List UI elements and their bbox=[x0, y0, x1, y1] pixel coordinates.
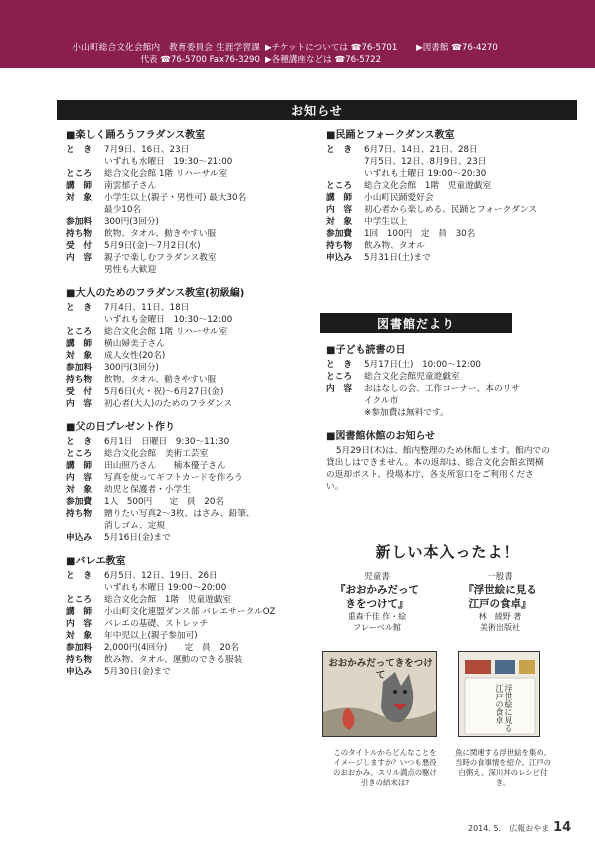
book2-info bbox=[445, 572, 555, 633]
detail-label: 受 付 bbox=[66, 241, 93, 251]
book1-info bbox=[322, 572, 432, 633]
detail-row bbox=[66, 204, 306, 216]
detail-row bbox=[326, 156, 541, 168]
detail-label: と き bbox=[326, 360, 353, 370]
detail-row bbox=[326, 383, 551, 395]
book1-author: 重森千佳 作・絵 bbox=[347, 612, 407, 621]
detail-label: 講 師 bbox=[66, 607, 93, 617]
detail-label bbox=[326, 395, 364, 407]
section-title: ■ バレエ教室 bbox=[66, 556, 306, 568]
detail-label bbox=[66, 264, 104, 276]
detail-value: おはなしの会、工作コーナー、本のリサ bbox=[364, 384, 520, 394]
detail-label: と き bbox=[66, 571, 93, 581]
detail-label: 対 象 bbox=[66, 193, 93, 203]
detail-label: 講 師 bbox=[66, 339, 93, 349]
detail-value: 300円(3回分) bbox=[104, 217, 159, 227]
page-footer bbox=[468, 820, 571, 835]
detail-label: 持ち物 bbox=[66, 655, 93, 665]
detail-row bbox=[66, 314, 306, 326]
detail-row bbox=[66, 532, 306, 544]
detail-value: 飲物、タオル、動きやすい服 bbox=[104, 375, 217, 385]
detail-row bbox=[66, 192, 306, 204]
detail-label: 対 象 bbox=[66, 485, 93, 495]
detail-value: 1人 500円 定 員 20名 bbox=[104, 497, 225, 507]
detail-value: 総合文化会館 美術工芸室 bbox=[104, 449, 209, 459]
detail-row bbox=[66, 582, 306, 594]
detail-value: 年中児以上(親子参加可) bbox=[104, 631, 198, 641]
book1-description: このタイトルからどんなことをイメージしますか？いつも悪役のおおかみ、スリル満点の駆け引きの結末は? bbox=[333, 748, 437, 787]
detail-label: 講 師 bbox=[66, 461, 93, 471]
detail-row bbox=[66, 240, 306, 252]
detail-label: ところ bbox=[326, 181, 353, 191]
section-library-closed bbox=[326, 431, 551, 493]
detail-value: 写真を使ってギフトカードを作ろう bbox=[104, 473, 243, 483]
detail-row bbox=[66, 496, 306, 508]
book1-genre: 児童書 bbox=[364, 572, 390, 582]
detail-value: 6月7日、14日、21日、28日 bbox=[364, 145, 478, 155]
right-column-top bbox=[326, 130, 541, 276]
detail-row bbox=[326, 395, 551, 407]
section-title: ■ 楽しく踊ろうフラダンス教室 bbox=[66, 130, 306, 142]
detail-value: 2,000円(4回分) 定 員 20名 bbox=[104, 643, 240, 653]
section-folk-dance bbox=[326, 130, 541, 264]
detail-value: 7月5日、12日、8月9日、23日 bbox=[364, 157, 487, 167]
detail-value: 飲み物、タオル、運動のできる服装 bbox=[104, 655, 243, 665]
detail-row bbox=[326, 168, 541, 180]
detail-row bbox=[326, 252, 541, 264]
header-phones bbox=[265, 42, 514, 66]
library-band: 図書館だより bbox=[320, 313, 512, 333]
book2-cover-image bbox=[458, 651, 540, 737]
detail-row bbox=[66, 448, 306, 460]
detail-row bbox=[326, 204, 541, 216]
section-ballet bbox=[66, 556, 306, 678]
detail-value: 贈りたい写真2〜3枚、はさみ、鉛筆、 bbox=[104, 509, 255, 519]
detail-value: バレエの基礎、ストレッチ bbox=[104, 619, 209, 629]
detail-label: 講 師 bbox=[326, 193, 353, 203]
header-bar bbox=[0, 0, 595, 68]
detail-label: 講 師 bbox=[66, 181, 93, 191]
book1-publisher: フレーベル館 bbox=[353, 623, 401, 632]
book2-title-line1: 『浮世絵に見る bbox=[463, 584, 537, 596]
section-title: ■ 父の日プレゼント作り bbox=[66, 422, 306, 434]
header-courses: ▶各種講座などは ☎76-5722 bbox=[265, 55, 382, 65]
book2-title-line2: 江戸の食卓』 bbox=[468, 598, 532, 610]
detail-value: いずれも木曜日 19:00〜20:00 bbox=[104, 583, 227, 593]
detail-row bbox=[66, 508, 306, 520]
detail-row bbox=[66, 264, 306, 276]
header-contact bbox=[60, 42, 260, 66]
book1-title-line2: きをつけて』 bbox=[345, 598, 409, 610]
section-hula2 bbox=[66, 288, 306, 410]
detail-row bbox=[326, 180, 541, 192]
detail-row bbox=[326, 371, 551, 383]
right-column-library bbox=[326, 345, 551, 505]
detail-label: と き bbox=[326, 145, 353, 155]
detail-label: ところ bbox=[66, 169, 93, 179]
detail-row bbox=[66, 666, 306, 678]
detail-value: 横山婦美子さん bbox=[104, 339, 165, 349]
detail-row bbox=[66, 180, 306, 192]
detail-value: 7月4日、11日、18日 bbox=[104, 303, 190, 313]
rows bbox=[66, 144, 306, 276]
detail-label bbox=[66, 204, 104, 216]
detail-label: 参加費 bbox=[66, 497, 93, 507]
detail-label: 対 象 bbox=[326, 217, 353, 227]
detail-label: 対 象 bbox=[66, 351, 93, 361]
detail-value: 総合文化会館 1階 児童遊戯室 bbox=[364, 181, 492, 191]
header-org: 小山町総合文化会館内 教育委員会 生涯学習課 bbox=[72, 43, 260, 53]
detail-label: ところ bbox=[66, 595, 93, 605]
detail-label: 参加料 bbox=[66, 217, 93, 227]
detail-row bbox=[66, 642, 306, 654]
detail-row bbox=[66, 156, 306, 168]
detail-label: 持ち物 bbox=[66, 375, 93, 385]
detail-row bbox=[66, 338, 306, 350]
detail-row bbox=[66, 216, 306, 228]
detail-value: 成人女性(20名) bbox=[104, 351, 166, 361]
detail-label bbox=[326, 156, 364, 168]
detail-label: 持ち物 bbox=[66, 229, 93, 239]
detail-label: と き bbox=[66, 303, 93, 313]
detail-value: 初心者から楽しめる、民踊とフォークダンス bbox=[364, 205, 537, 215]
detail-row bbox=[66, 472, 306, 484]
page-number: 14 bbox=[553, 820, 572, 835]
detail-value: 小山町民踊愛好会 bbox=[364, 193, 434, 203]
book2-author: 林 綾野 著 bbox=[478, 612, 522, 621]
newbooks-heading: 新しい本入ったよ！ bbox=[375, 543, 520, 561]
detail-row bbox=[66, 606, 306, 618]
rows bbox=[66, 570, 306, 678]
detail-row bbox=[66, 350, 306, 362]
section-hula1 bbox=[66, 130, 306, 276]
notice-band: お知らせ bbox=[57, 100, 577, 120]
detail-label: ところ bbox=[326, 372, 353, 382]
detail-row bbox=[66, 302, 306, 314]
detail-row bbox=[66, 362, 306, 374]
detail-label: 内 容 bbox=[326, 205, 353, 215]
header-phone: 代表 ☎76-5700 Fax76-3290 bbox=[140, 55, 260, 65]
detail-row bbox=[66, 460, 306, 472]
detail-row bbox=[326, 407, 551, 419]
detail-label: 内 容 bbox=[66, 619, 93, 629]
detail-value: 5月31日(土)まで bbox=[364, 253, 431, 263]
detail-label: と き bbox=[66, 437, 93, 447]
detail-label: 対 象 bbox=[66, 631, 93, 641]
detail-value: 親子で楽しむフラダンス教室 bbox=[104, 253, 217, 263]
detail-label: 申込み bbox=[326, 253, 353, 263]
detail-value: 初心者(大人)のためのフラダンス bbox=[104, 399, 233, 409]
detail-value: ※参加費は無料です。 bbox=[364, 408, 449, 418]
book1-cover-image bbox=[322, 651, 437, 737]
detail-label: 受 付 bbox=[66, 387, 93, 397]
detail-row bbox=[66, 630, 306, 642]
detail-row bbox=[66, 436, 306, 448]
detail-value: 小山町文化連盟ダンス部 バレエサークルOZ bbox=[104, 607, 276, 617]
detail-row bbox=[66, 326, 306, 338]
detail-value: 5月6日(火・祝)〜6月27日(金) bbox=[104, 387, 224, 397]
detail-label: ところ bbox=[66, 327, 93, 337]
rows bbox=[66, 436, 306, 544]
detail-label bbox=[326, 407, 364, 419]
detail-value: 1回 100円 定 員 30名 bbox=[364, 229, 476, 239]
detail-value: 総合文化会館 1階 児童遊戯室 bbox=[104, 595, 232, 605]
detail-label bbox=[66, 582, 104, 594]
detail-row bbox=[66, 570, 306, 582]
header-ticket: ▶チケットについては ☎76-5701 bbox=[265, 43, 398, 53]
detail-value: 総合文化会館 1階 リハーサル室 bbox=[104, 169, 228, 179]
detail-value: 5月16日(金)まで bbox=[104, 533, 171, 543]
detail-value: 最少10名 bbox=[104, 205, 142, 215]
detail-label bbox=[66, 156, 104, 168]
detail-value: 5月30日(金)まで bbox=[104, 667, 171, 677]
detail-row bbox=[66, 144, 306, 156]
detail-value: 5月17日(土) 10:00〜12:00 bbox=[364, 360, 481, 370]
detail-value: 6月5日、12日、19日、26日 bbox=[104, 571, 218, 581]
detail-value: 男性も大歓迎 bbox=[104, 265, 157, 275]
detail-row bbox=[66, 484, 306, 496]
detail-label: 内 容 bbox=[66, 473, 93, 483]
book1-cover-title: おおかみだってきをつけて bbox=[328, 658, 433, 681]
book1-title-line1: 『おおかみだって bbox=[335, 584, 419, 596]
detail-value: 中学生以上 bbox=[364, 217, 408, 227]
detail-value: 南雲郁子さん bbox=[104, 181, 157, 191]
detail-label bbox=[66, 520, 104, 532]
detail-row bbox=[66, 168, 306, 180]
book2-cover-title: 浮世絵に見る江戸の食卓 bbox=[495, 684, 513, 732]
detail-value: 田山照乃さん 楠本優子さん bbox=[104, 461, 226, 471]
detail-row bbox=[66, 618, 306, 630]
detail-value: いずれも土曜日 19:00〜20:30 bbox=[364, 169, 487, 179]
detail-label: 申込み bbox=[66, 533, 93, 543]
detail-label: 参加費 bbox=[326, 229, 353, 239]
detail-label: と き bbox=[66, 145, 93, 155]
detail-value: 6月1日 日曜日 9:30〜11:30 bbox=[104, 437, 230, 447]
section-fathers-day bbox=[66, 422, 306, 544]
header-library: ▶図書館 ☎76-4270 bbox=[416, 43, 498, 53]
book2-publisher: 美術出版社 bbox=[480, 623, 520, 632]
section-title: ■ 図書館休館のお知らせ bbox=[326, 431, 551, 443]
detail-value: 幼児と保護者・小学生 bbox=[104, 485, 191, 495]
detail-value: いずれも金曜日 10:30〜12:00 bbox=[104, 315, 233, 325]
detail-value: 総合文化会館 1階 リハーサル室 bbox=[104, 327, 228, 337]
detail-row bbox=[66, 374, 306, 386]
closed-text: 5月29日(木)は、館内整理のため休館します。館内での貸出しはできません。本の返却は、総合文化会館玄関横の返却ポスト、役場本庁、各支所窓口をご利用ください。 bbox=[326, 446, 550, 492]
detail-label: 持ち物 bbox=[326, 241, 353, 251]
section-title: ■ 民踊とフォークダンス教室 bbox=[326, 130, 541, 142]
detail-value: 総合文化会館児童遊戯室 bbox=[364, 372, 460, 382]
detail-row bbox=[66, 654, 306, 666]
left-column bbox=[66, 130, 306, 690]
detail-row bbox=[326, 359, 551, 371]
detail-label: ところ bbox=[66, 449, 93, 459]
rows bbox=[326, 359, 551, 419]
detail-label bbox=[66, 314, 104, 326]
book2-genre: 一般書 bbox=[487, 572, 513, 582]
detail-label: 参加料 bbox=[66, 363, 93, 373]
detail-row bbox=[326, 228, 541, 240]
section-title: ■ 大人のためのフラダンス教室(初級編) bbox=[66, 288, 306, 300]
detail-value: 飲み物、タオル bbox=[364, 241, 425, 251]
detail-row bbox=[326, 216, 541, 228]
detail-row bbox=[66, 252, 306, 264]
detail-label: 内 容 bbox=[66, 253, 93, 263]
detail-value: 消しゴム、定規 bbox=[104, 521, 166, 531]
detail-label bbox=[326, 168, 364, 180]
detail-label: 内 容 bbox=[326, 384, 353, 394]
detail-value: 飲物、タオル、動きやすい服 bbox=[104, 229, 217, 239]
detail-row bbox=[66, 594, 306, 606]
book2-description: 魚に関連する浮世絵を集め、当時の食事情を紹介。江戸の白粥え、深川丼のレシピ付き。 bbox=[454, 748, 552, 787]
detail-value: 300円(3回分) bbox=[104, 363, 159, 373]
detail-value: いずれも水曜日 19:30〜21:00 bbox=[104, 157, 233, 167]
detail-row bbox=[66, 520, 306, 532]
detail-label: 内 容 bbox=[66, 399, 93, 409]
detail-row bbox=[326, 144, 541, 156]
detail-row bbox=[66, 386, 306, 398]
detail-value: 5月9日(金)〜7月2日(水) bbox=[104, 241, 201, 251]
detail-row bbox=[326, 192, 541, 204]
detail-value: イクル市 bbox=[364, 396, 399, 406]
detail-value: 7月9日、16日、23日 bbox=[104, 145, 190, 155]
section-kids-reading-day bbox=[326, 345, 551, 419]
detail-label: 申込み bbox=[66, 667, 93, 677]
footer-issue: 2014. 5. 広報おやま bbox=[468, 824, 550, 833]
rows bbox=[326, 144, 541, 264]
detail-label: 参加料 bbox=[66, 643, 93, 653]
rows bbox=[66, 302, 306, 410]
detail-row bbox=[326, 240, 541, 252]
detail-label: 持ち物 bbox=[66, 509, 93, 519]
detail-row bbox=[66, 398, 306, 410]
detail-value: 小学生以上(親子・男性可) 最大30名 bbox=[104, 193, 247, 203]
detail-row bbox=[66, 228, 306, 240]
section-title: ■ 子ども読書の日 bbox=[326, 345, 551, 357]
